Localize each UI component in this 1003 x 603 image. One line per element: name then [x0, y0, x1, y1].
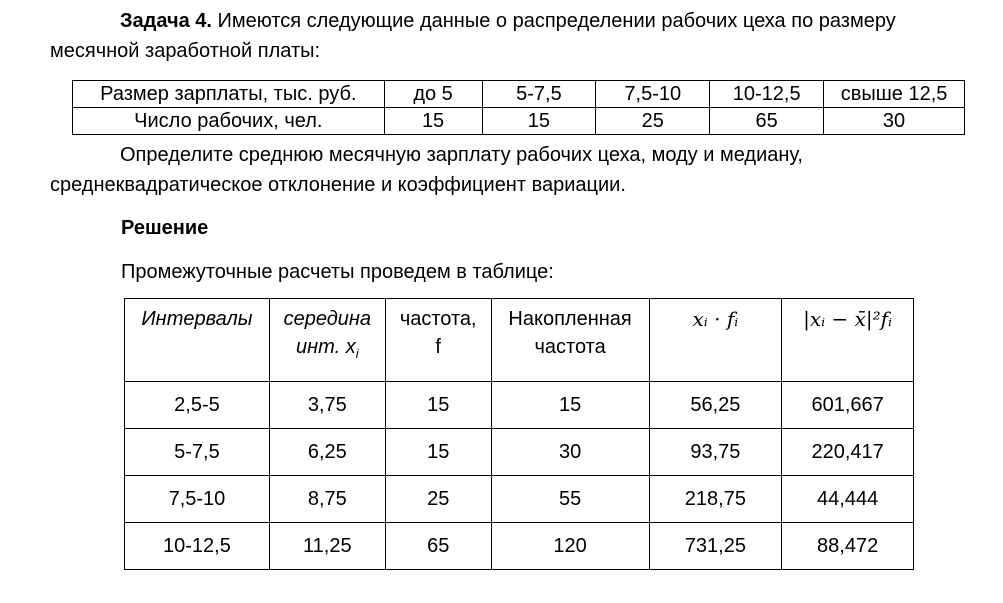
table-row	[125, 382, 914, 429]
table-cell: 15	[384, 108, 482, 135]
table-cell: 120	[491, 523, 649, 570]
task-label: Задача 4.	[120, 10, 212, 32]
table-cell: 2,5-5	[125, 382, 270, 429]
table-cell: 11,25	[269, 523, 385, 570]
table-cell: 7,5-10	[596, 81, 710, 108]
table-header-row	[125, 299, 914, 382]
table-cell: 15	[491, 382, 649, 429]
table-cell: 6,25	[269, 429, 385, 476]
header-frequency-line2: f	[435, 336, 441, 358]
table-cell: 7,5-10	[125, 476, 270, 523]
header-frequency	[385, 299, 491, 382]
table-row	[125, 523, 914, 570]
calculation-table	[124, 298, 914, 570]
header-intervals: Интервалы	[125, 299, 270, 382]
intermediate-text: Промежуточные расчеты проведем в таблице:	[121, 261, 554, 283]
header-midpoint	[269, 299, 385, 382]
task-statement	[50, 6, 950, 66]
table-cell: 218,75	[649, 476, 782, 523]
header-xf: xᵢ · fᵢ	[649, 299, 782, 382]
header-cumulative	[491, 299, 649, 382]
table-cell: 25	[385, 476, 491, 523]
table-cell: 5-7,5	[482, 81, 596, 108]
table-row	[73, 81, 965, 108]
header-midpoint-line1: середина	[283, 308, 372, 330]
table-cell: 30	[491, 429, 649, 476]
table-cell: 25	[596, 108, 710, 135]
header-deviation: |xᵢ − x̄|²fᵢ	[782, 299, 914, 382]
table-cell: 65	[710, 108, 824, 135]
table-cell: до 5	[384, 81, 482, 108]
solution-heading: Решение	[121, 217, 209, 239]
table-cell: свыше 12,5	[824, 81, 965, 108]
header-frequency-line1: частота,	[399, 308, 477, 330]
table-cell: 731,25	[649, 523, 782, 570]
table-cell: 15	[482, 108, 596, 135]
table-cell: 5-7,5	[125, 429, 270, 476]
table-cell: 601,667	[782, 382, 914, 429]
question-text: Определите среднюю месячную зарплату рабочих цеха, моду и медиану, среднеквадратическое отклонение и коэффициент вариации.	[50, 144, 803, 196]
table-cell: 15	[385, 429, 491, 476]
table-cell: 30	[824, 108, 965, 135]
salary-distribution-table	[72, 80, 965, 135]
table-cell: 56,25	[649, 382, 782, 429]
header-midpoint-index: i	[355, 346, 359, 361]
table-cell: 10-12,5	[125, 523, 270, 570]
table-cell: 10-12,5	[710, 81, 824, 108]
table-cell: 65	[385, 523, 491, 570]
header-cumulative-line2: частота	[534, 336, 606, 358]
table-cell: 88,472	[782, 523, 914, 570]
table-cell: 44,444	[782, 476, 914, 523]
task-text: Имеются следующие данные о распределении рабочих цеха по размеру месячной заработной платы:	[50, 10, 896, 62]
table-cell: 220,417	[782, 429, 914, 476]
table-row	[125, 429, 914, 476]
table-cell: 15	[385, 382, 491, 429]
table-row	[125, 476, 914, 523]
header-cumulative-line1: Накопленная	[508, 308, 632, 330]
table-cell: 8,75	[269, 476, 385, 523]
table-cell: 55	[491, 476, 649, 523]
table-row	[73, 108, 965, 135]
header-midpoint-line2: инт. x	[296, 336, 356, 358]
table-cell: 3,75	[269, 382, 385, 429]
table-cell: 93,75	[649, 429, 782, 476]
table-cell: Размер зарплаты, тыс. руб.	[73, 81, 385, 108]
table-cell: Число рабочих, чел.	[73, 108, 385, 135]
